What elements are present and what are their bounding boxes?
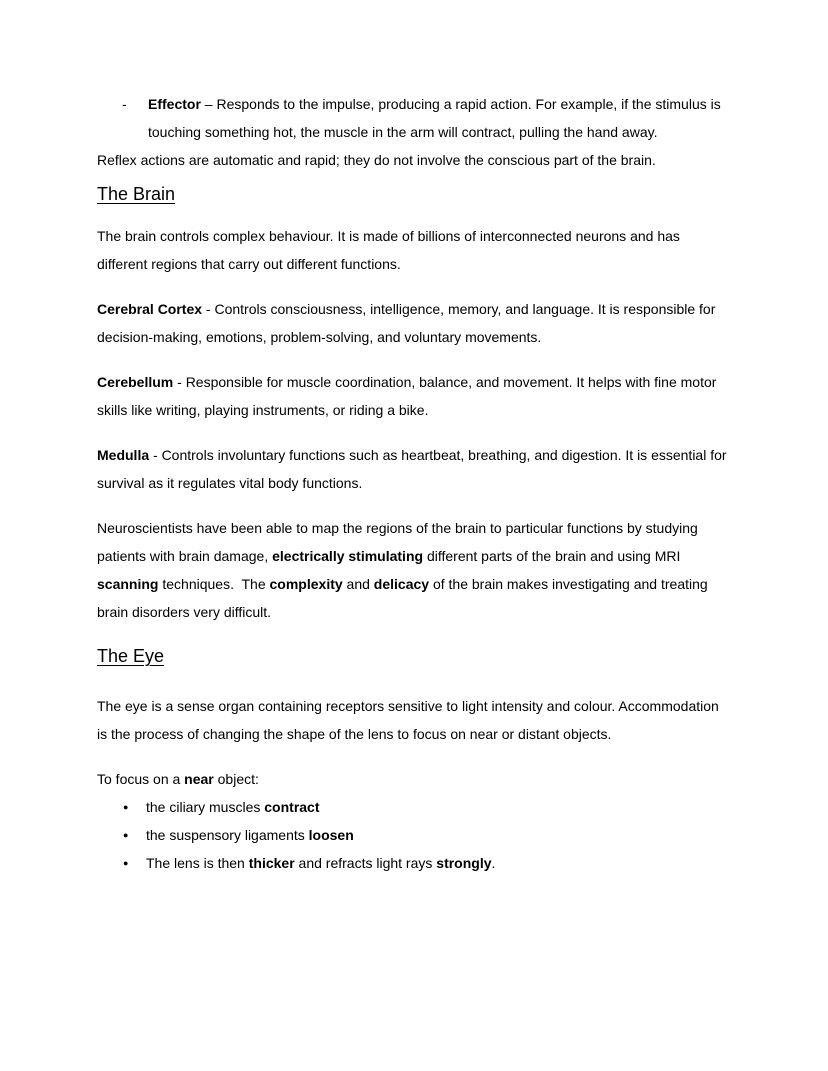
focus-near-lead: To focus on a near object:: [97, 771, 259, 787]
medulla-paragraph: Medulla - Controls involuntary functions such as heartbeat, breathing, and digestion. It is essential for survival as it regulates vital body functions.: [97, 447, 731, 491]
list-item-effector: [97, 90, 731, 146]
bullet-icon: ●: [123, 802, 129, 812]
heading-the-eye: The Eye: [97, 646, 165, 666]
brain-intro-paragraph: The brain controls complex behaviour. It is made of billions of interconnected neurons and has different regions that carry out different functions.: [97, 228, 684, 272]
heading-the-brain: The Brain: [97, 184, 176, 204]
effector-definition-text: Effector – Responds to the impulse, producing a rapid action. For example, if the stimulus is touching something hot, the muscle in the arm will contract, pulling the hand away.: [148, 96, 725, 140]
cerebral-cortex-paragraph: Cerebral Cortex - Controls consciousness, intelligence, memory, and language. It is responsible for decision-making, emotions, problem-solving, and voluntary movements.: [97, 301, 720, 345]
focus-near-list: [97, 793, 731, 877]
dash-bullet-icon: -: [122, 96, 127, 112]
cerebellum-paragraph: Cerebellum - Responsible for muscle coordination, balance, and movement. It helps with fine motor skills like writing, playing instruments, or riding a bike.: [97, 374, 721, 418]
eye-intro-paragraph: The eye is a sense organ containing receptors sensitive to light intensity and colour. Accommodation is the process of changing the shape of the lens to focus on near or distant objects.: [97, 698, 723, 742]
list-item: [97, 821, 731, 849]
bullet-icon: ●: [123, 858, 129, 868]
brain-mapping-paragraph: Neuroscientists have been able to map the regions of the brain to particular functions by studying patients with brain damage, electrically stimulating different parts of the brain and using MRI scanning techniques. The complexity and delicacy of the brain makes investigating and treating brain disorders very difficult.: [97, 520, 712, 620]
bullet-icon: ●: [123, 830, 129, 840]
list-item-text: the suspensory ligaments loosen: [146, 827, 354, 843]
list-item-text: the ciliary muscles contract: [146, 799, 320, 815]
reflex-note-paragraph: Reflex actions are automatic and rapid; they do not involve the conscious part of the brain.: [97, 152, 656, 168]
list-item: [97, 849, 731, 877]
list-item: [97, 793, 731, 821]
document-content: [97, 90, 731, 877]
list-item-text: The lens is then thicker and refracts light rays strongly.: [146, 855, 496, 871]
